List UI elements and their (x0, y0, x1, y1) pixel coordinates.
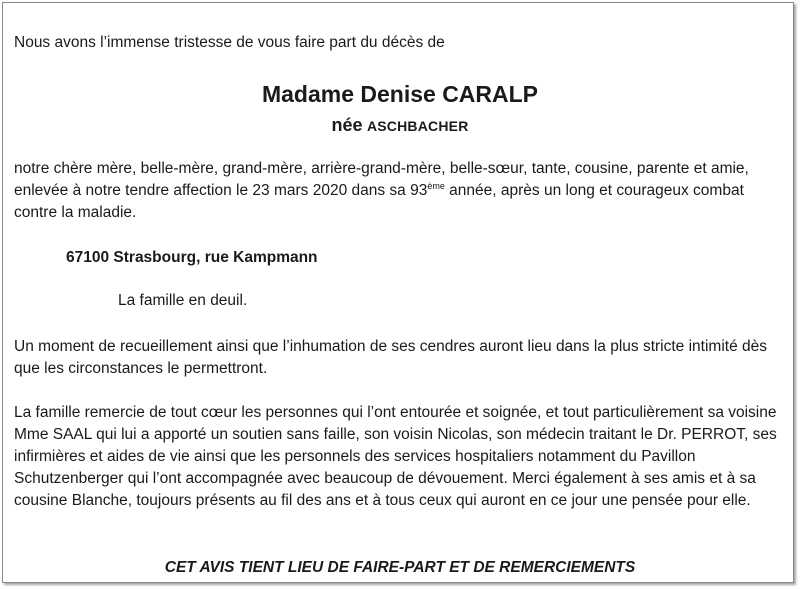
address: 67100 Strasbourg, rue Kampmann (66, 249, 318, 266)
nee-label: née (331, 115, 363, 135)
maiden-name-line (0, 114, 800, 138)
family-signature: La famille en deuil. (118, 292, 248, 309)
maiden-name: ASCHBACHER (366, 118, 469, 134)
relatives-text-part1: notre chère mère, belle-mère, grand-mère, arrière-grand-mère, belle-sœur, tante, cousine, parente et amie, enlevée à notre tendre affection le 23 mars 2020 dans sa 93 (14, 160, 749, 199)
relatives-paragraph (14, 158, 786, 224)
ordinal-suffix: ème (427, 180, 445, 191)
thanks-paragraph: La famille remercie de tout cœur les personnes qui l’ont entourée et soignée, et tout particulièrement sa voisine Mme SAAL qui lui a apporté un soutien sans faille, son voisin Nicolas, son médecin traitant le Dr. PERROT, ses infirmières et aides de vie ainsi que les personnels des services hospitaliers notamment du Pavillon Schutzenberger qui l’ont accompagnée avec beaucoup de dévouement. Merci également à ses amis et à sa cousine Blanche, toujours présents au fil des ans et à tous ceux qui auront en ce jour une pensée pour elle. (14, 404, 777, 509)
ceremony-paragraph: Un moment de recueillement ainsi que l’inhumation de ses cendres auront lieu dans la plus stricte intimité dès que les circonstances le permettront. (14, 338, 768, 377)
deceased-name: Madame Denise CARALP (261, 81, 539, 107)
intro-text: Nous avons l’immense tristesse de vous faire part du décès de (14, 34, 445, 51)
relatives-text-part2: année, après un long et courageux combat contre la maladie. (14, 182, 744, 221)
footer-notice: CET AVIS TIENT LIEU DE FAIRE-PART ET DE REMERCIEMENTS (164, 559, 636, 576)
